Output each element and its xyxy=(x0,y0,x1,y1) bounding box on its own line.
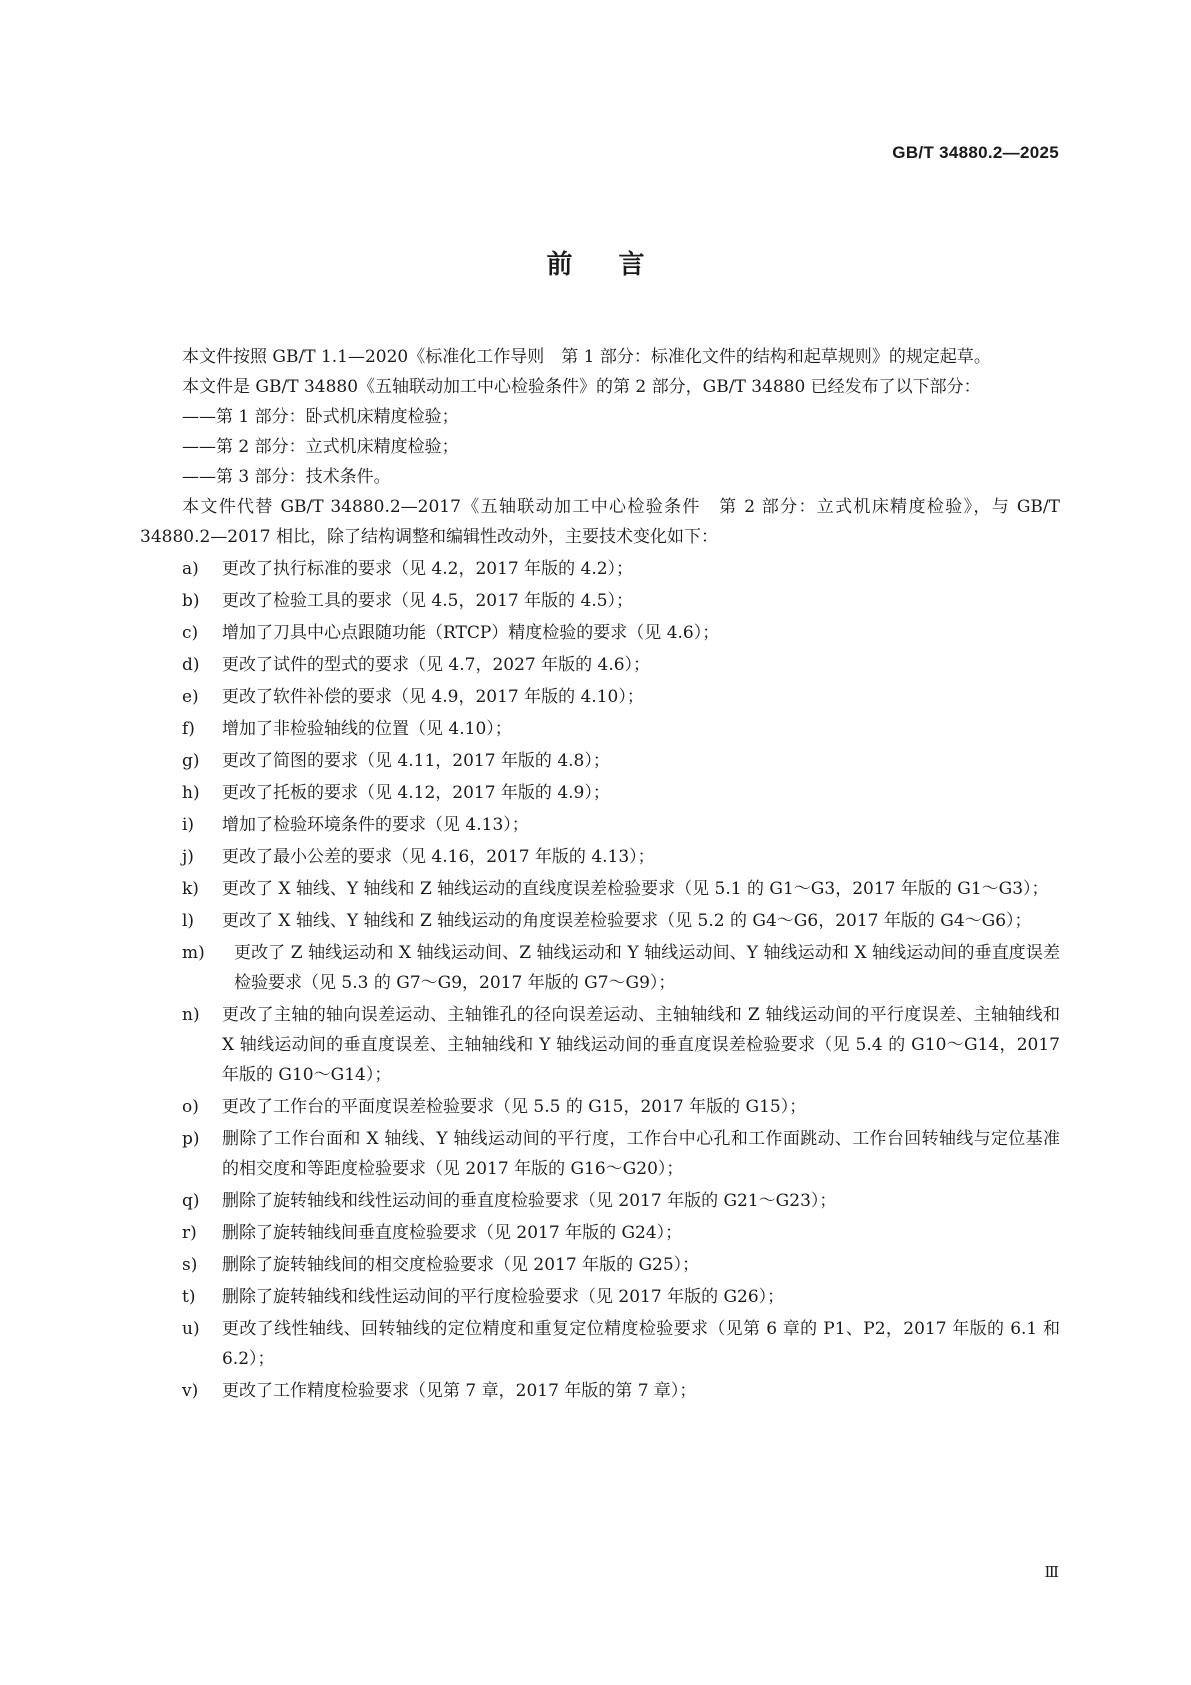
change-list-item xyxy=(182,682,1060,712)
change-list-item xyxy=(182,906,1060,936)
foreword-body xyxy=(140,342,1060,1406)
list-marker: c) xyxy=(182,623,199,643)
paragraph-replacement: 本文件代替 GB/T 34880.2—2017《五轴联动加工中心检验条件 第 2 部分：立式机床精度检验》，与 GB/T 34880.2—2017 相比，除了结构调整和编辑性改动外，主要技术变化如下： xyxy=(140,497,1060,547)
page-number: Ⅲ xyxy=(1044,1563,1059,1581)
list-item-text: 增加了检验环境条件的要求（见 4.13）； xyxy=(222,815,529,835)
list-marker: j) xyxy=(182,847,194,867)
list-item-text: 更改了工作精度检验要求（见第 7 章，2017 年版的第 7 章）； xyxy=(222,1381,697,1401)
list-marker: v) xyxy=(182,1381,199,1401)
change-list-item xyxy=(182,586,1060,616)
document-number: GB/T 34880.2—2025 xyxy=(892,143,1059,162)
list-item-text: 删除了工作台面和 X 轴线、Y 轴线运动间的平行度，工作台中心孔和工作面跳动、工作台回转轴线与定位基准的相交度和等距度检验要求（见 2017 年版的 G16～G20）； xyxy=(222,1129,1060,1179)
list-item-text: 更改了 Z 轴线运动和 X 轴线运动间、Z 轴线运动和 Y 轴线运动间、Y 轴线运动和 X 轴线运动间的垂直度误差检验要求（见 5.3 的 G7～G9，2017 年版的 G7～G9）； xyxy=(234,943,1060,993)
change-list-item xyxy=(182,1376,1060,1406)
change-list-item xyxy=(182,1282,1060,1312)
list-item-text: 更改了检验工具的要求（见 4.5，2017 年版的 4.5）； xyxy=(222,591,634,611)
list-marker: f) xyxy=(182,719,195,739)
list-marker: a) xyxy=(182,559,199,579)
change-list-item xyxy=(182,746,1060,776)
list-marker: d) xyxy=(182,655,200,675)
list-marker: t) xyxy=(182,1287,196,1307)
change-list-item xyxy=(182,842,1060,872)
list-item-text: 更改了主轴的轴向误差运动、主轴锥孔的径向误差运动、主轴轴线和 Z 轴线运动间的平行度误差、主轴轴线和 X 轴线运动间的垂直度误差、主轴轴线和 Y 轴线运动间的垂直度误差检验要求（见 5.4 的 G10～G14，2017 年版的 G10～G14）； xyxy=(222,1005,1060,1085)
list-item-text: 更改了软件补偿的要求（见 4.9，2017 年版的 4.10）； xyxy=(222,687,644,707)
list-marker: l) xyxy=(182,911,195,931)
list-marker: h) xyxy=(182,783,200,803)
part-list-item: ——第 2 部分：立式机床精度检验； xyxy=(182,437,459,457)
list-marker: n) xyxy=(182,1005,200,1025)
list-item-text: 更改了执行标准的要求（见 4.2，2017 年版的 4.2）； xyxy=(222,559,634,579)
list-item-text: 更改了最小公差的要求（见 4.16，2017 年版的 4.13）； xyxy=(222,847,655,867)
list-marker: p) xyxy=(182,1129,200,1149)
change-list-item xyxy=(182,938,1060,998)
list-item-text: 更改了 X 轴线、Y 轴线和 Z 轴线运动的角度误差检验要求（见 5.2 的 G4～G6，2017 年版的 G4～G6）； xyxy=(222,911,1032,931)
list-item-text: 更改了 X 轴线、Y 轴线和 Z 轴线运动的直线度误差检验要求（见 5.1 的 G1～G3，2017 年版的 G1～G3）； xyxy=(222,879,1049,899)
list-marker: b) xyxy=(182,591,200,611)
list-item-text: 更改了工作台的平面度误差检验要求（见 5.5 的 G15，2017 年版的 G15）； xyxy=(222,1097,807,1117)
list-item-text: 更改了试件的型式的要求（见 4.7，2027 年版的 4.6）； xyxy=(222,655,651,675)
change-list-item xyxy=(182,1186,1060,1216)
list-marker: m) xyxy=(182,943,205,963)
list-item-text: 增加了非检验轴线的位置（见 4.10）； xyxy=(222,719,512,739)
list-item-text: 更改了托板的要求（见 4.12，2017 年版的 4.9）； xyxy=(222,783,610,803)
list-item-text: 增加了刀具中心点跟随功能（RTCP）精度检验的要求（见 4.6）； xyxy=(222,623,720,643)
paragraph-series-parts: 本文件是 GB/T 34880《五轴联动加工中心检验条件》的第 2 部分，GB/T 34880 已经发布了以下部分： xyxy=(182,377,981,397)
list-marker: s) xyxy=(182,1255,198,1275)
list-item-text: 删除了旋转轴线和线性运动间的垂直度检验要求（见 2017 年版的 G21～G23）； xyxy=(222,1191,837,1211)
list-marker: o) xyxy=(182,1097,199,1117)
list-item-text: 删除了旋转轴线和线性运动间的平行度检验要求（见 2017 年版的 G26）； xyxy=(222,1287,785,1307)
change-list-item xyxy=(182,618,1060,648)
change-list-item xyxy=(182,650,1060,680)
part-list-item: ——第 3 部分：技术条件。 xyxy=(182,467,391,487)
list-marker: r) xyxy=(182,1223,197,1243)
change-list-item xyxy=(182,1250,1060,1280)
change-list-item xyxy=(182,1218,1060,1248)
list-item-text: 更改了简图的要求（见 4.11，2017 年版的 4.8）； xyxy=(222,751,610,771)
list-marker: g) xyxy=(182,751,200,771)
change-list-item xyxy=(182,1124,1060,1184)
list-item-text: 删除了旋转轴线间的相交度检验要求（见 2017 年版的 G25）； xyxy=(222,1255,700,1275)
part-list-item: ——第 1 部分：卧式机床精度检验； xyxy=(182,407,459,427)
change-list-item xyxy=(182,1092,1060,1122)
change-list-item xyxy=(182,778,1060,808)
change-list-item xyxy=(182,874,1060,904)
change-list-item xyxy=(182,554,1060,584)
paragraph-drafting-rules: 本文件按照 GB/T 1.1—2020《标准化工作导则 第 1 部分：标准化文件的结构和起草规则》的规定起草。 xyxy=(182,347,991,367)
change-list-item xyxy=(182,1000,1060,1090)
list-marker: u) xyxy=(182,1319,200,1339)
list-marker: e) xyxy=(182,687,199,707)
list-marker: k) xyxy=(182,879,199,899)
list-marker: i) xyxy=(182,815,195,835)
list-item-text: 删除了旋转轴线间垂直度检验要求（见 2017 年版的 G24）； xyxy=(222,1223,683,1243)
change-list-item xyxy=(182,810,1060,840)
list-marker: q) xyxy=(182,1191,200,1211)
list-item-text: 更改了线性轴线、回转轴线的定位精度和重复定位精度检验要求（见第 6 章的 P1、P2，2017 年版的 6.1 和 6.2）； xyxy=(222,1319,1060,1369)
page-title: 前言 xyxy=(546,250,691,280)
change-list-item xyxy=(182,1314,1060,1374)
change-list-item xyxy=(182,714,1060,744)
